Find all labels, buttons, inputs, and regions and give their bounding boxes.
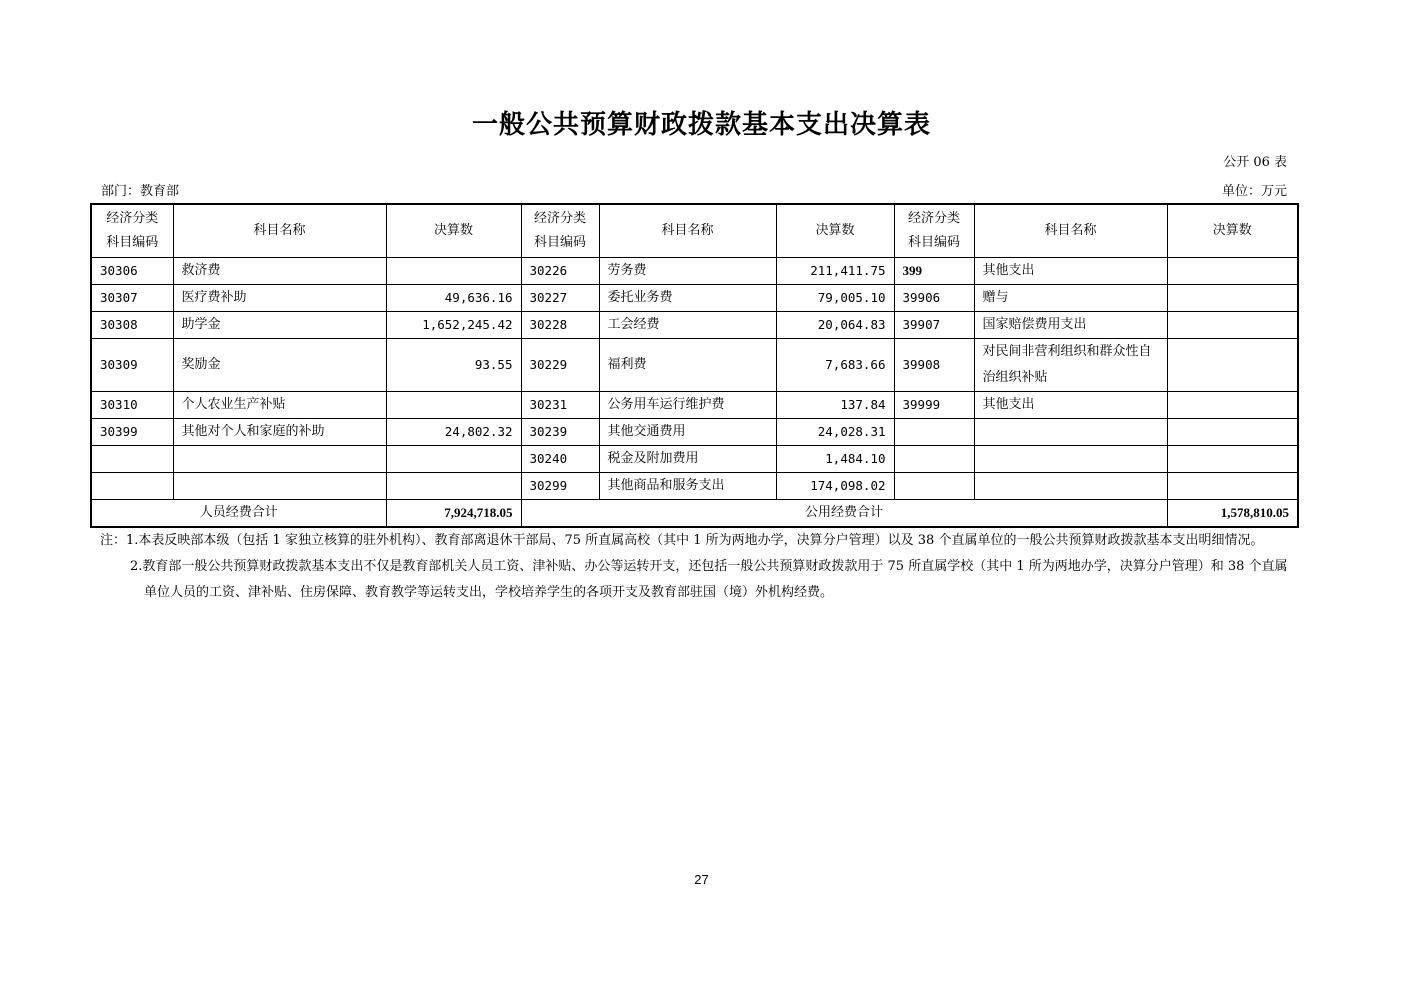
table-row bbox=[91, 258, 1298, 285]
name-cell: 个人农业生产补贴 bbox=[173, 392, 386, 419]
code-cell: 30227 bbox=[521, 285, 599, 312]
table-row bbox=[91, 312, 1298, 339]
amount-cell bbox=[1167, 285, 1298, 312]
name-cell: 医疗费补助 bbox=[173, 285, 386, 312]
note-2: 2.教育部一般公共预算财政拨款基本支出不仅是教育部机关人员工资、津补贴、办公等运转开支，还包括一般公共预算财政拨款用于 75 所直属学校（其中 1 所为两地办学，决算分户管理）和 38 个直属单位人员的工资、津补贴、住房保障、教育教学等运转支出，学校培养学生的各项开支及教育部驻国（境）外机构经费。 bbox=[130, 559, 1288, 600]
amount-cell: 137.84 bbox=[776, 392, 894, 419]
code-cell: 30240 bbox=[521, 446, 599, 473]
department-label: 部门：教育部 bbox=[101, 184, 180, 199]
code-cell: 30226 bbox=[521, 258, 599, 285]
code-cell bbox=[894, 419, 974, 446]
table-row bbox=[91, 339, 1298, 392]
amount-cell: 49,636.16 bbox=[386, 285, 521, 312]
code-cell: 30308 bbox=[91, 312, 173, 339]
amount-cell: 24,028.31 bbox=[776, 419, 894, 446]
code-cell: 30399 bbox=[91, 419, 173, 446]
name-cell: 公务用车运行维护费 bbox=[599, 392, 776, 419]
name-cell: 劳务费 bbox=[599, 258, 776, 285]
amount-cell: 24,802.32 bbox=[386, 419, 521, 446]
code-cell: 30307 bbox=[91, 285, 173, 312]
amount-cell: 211,411.75 bbox=[776, 258, 894, 285]
expenditure-table bbox=[90, 203, 1299, 528]
table-row bbox=[91, 285, 1298, 312]
header-amount-1: 决算数 bbox=[386, 204, 521, 258]
code-cell: 30231 bbox=[521, 392, 599, 419]
note-1: 注：1.本表反映部本级（包括 1 家独立核算的驻外机构）、教育部离退休干部局、75 所直属高校（其中 1 所为两地办学，决算分户管理）以及 38 个直属单位的一般公共预算财政拨款基本支出明细情况。 bbox=[100, 533, 1264, 548]
amount-cell bbox=[386, 392, 521, 419]
personnel-total-label: 人员经费合计 bbox=[91, 500, 386, 528]
name-cell: 福利费 bbox=[599, 339, 776, 392]
name-cell bbox=[974, 446, 1167, 473]
name-cell: 其他支出 bbox=[974, 258, 1167, 285]
code-cell bbox=[894, 473, 974, 500]
name-cell: 助学金 bbox=[173, 312, 386, 339]
amount-cell bbox=[1167, 392, 1298, 419]
table-row bbox=[91, 446, 1298, 473]
code-cell: 39999 bbox=[894, 392, 974, 419]
code-cell: 30229 bbox=[521, 339, 599, 392]
code-cell: 30306 bbox=[91, 258, 173, 285]
header-code-3: 经济分类科目编码 bbox=[894, 204, 974, 258]
code-cell: 399 bbox=[894, 258, 974, 285]
amount-cell bbox=[1167, 258, 1298, 285]
code-cell: 30228 bbox=[521, 312, 599, 339]
name-cell: 其他支出 bbox=[974, 392, 1167, 419]
name-cell: 其他交通费用 bbox=[599, 419, 776, 446]
name-cell: 国家赔偿费用支出 bbox=[974, 312, 1167, 339]
code-cell: 30309 bbox=[91, 339, 173, 392]
name-cell: 赠与 bbox=[974, 285, 1167, 312]
name-cell: 其他对个人和家庭的补助 bbox=[173, 419, 386, 446]
amount-cell bbox=[386, 473, 521, 500]
header-name-3: 科目名称 bbox=[974, 204, 1167, 258]
header-code-2: 经济分类科目编码 bbox=[521, 204, 599, 258]
name-cell: 工会经费 bbox=[599, 312, 776, 339]
code-cell: 39907 bbox=[894, 312, 974, 339]
amount-cell bbox=[1167, 419, 1298, 446]
personnel-total-value: 7,924,718.05 bbox=[386, 500, 521, 528]
table-row bbox=[91, 473, 1298, 500]
code-cell: 30299 bbox=[521, 473, 599, 500]
amount-cell bbox=[1167, 473, 1298, 500]
totals-row bbox=[91, 500, 1298, 528]
name-cell: 对民间非营利组织和群众性自治组织补贴 bbox=[974, 339, 1167, 392]
amount-cell: 79,005.10 bbox=[776, 285, 894, 312]
name-cell bbox=[173, 446, 386, 473]
table-header-row bbox=[91, 204, 1298, 258]
amount-cell: 1,484.10 bbox=[776, 446, 894, 473]
amount-cell: 7,683.66 bbox=[776, 339, 894, 392]
unit-label: 单位：万元 bbox=[1221, 184, 1287, 199]
table-row bbox=[91, 392, 1298, 419]
code-cell bbox=[894, 446, 974, 473]
page-title: 一般公共预算财政拨款基本支出决算表 bbox=[471, 110, 931, 140]
name-cell: 救济费 bbox=[173, 258, 386, 285]
header-amount-2: 决算数 bbox=[776, 204, 894, 258]
name-cell: 税金及附加费用 bbox=[599, 446, 776, 473]
notes bbox=[100, 528, 1290, 606]
amount-cell bbox=[386, 258, 521, 285]
code-cell: 30239 bbox=[521, 419, 599, 446]
page-number: 27 bbox=[694, 872, 709, 887]
amount-cell: 1,652,245.42 bbox=[386, 312, 521, 339]
name-cell: 委托业务费 bbox=[599, 285, 776, 312]
header-name-2: 科目名称 bbox=[599, 204, 776, 258]
header-code-1: 经济分类科目编码 bbox=[91, 204, 173, 258]
amount-cell: 93.55 bbox=[386, 339, 521, 392]
code-cell: 39908 bbox=[894, 339, 974, 392]
table-row bbox=[91, 419, 1298, 446]
name-cell bbox=[173, 473, 386, 500]
amount-cell: 174,098.02 bbox=[776, 473, 894, 500]
code-cell: 39906 bbox=[894, 285, 974, 312]
form-number: 公开 06 表 bbox=[1223, 155, 1287, 170]
code-cell bbox=[91, 473, 173, 500]
name-cell: 奖励金 bbox=[173, 339, 386, 392]
name-cell bbox=[974, 419, 1167, 446]
name-cell bbox=[974, 473, 1167, 500]
name-cell: 其他商品和服务支出 bbox=[599, 473, 776, 500]
amount-cell bbox=[1167, 339, 1298, 392]
amount-cell bbox=[1167, 312, 1298, 339]
amount-cell bbox=[1167, 446, 1298, 473]
amount-cell: 20,064.83 bbox=[776, 312, 894, 339]
public-total-value: 1,578,810.05 bbox=[1167, 500, 1298, 528]
public-total-label: 公用经费合计 bbox=[521, 500, 1167, 528]
header-name-1: 科目名称 bbox=[173, 204, 386, 258]
code-cell bbox=[91, 446, 173, 473]
header-amount-3: 决算数 bbox=[1167, 204, 1298, 258]
code-cell: 30310 bbox=[91, 392, 173, 419]
amount-cell bbox=[386, 446, 521, 473]
